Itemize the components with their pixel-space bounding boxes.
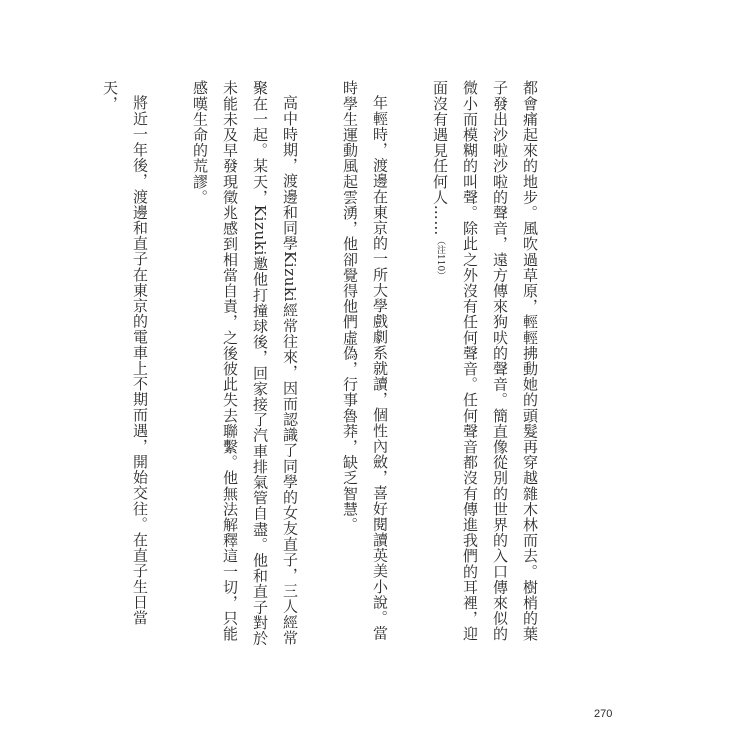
paragraph-4 <box>101 80 149 625</box>
paragraph-1-text: 都會痛起來的地步。風吹過草原，輕輕拂動她的頭髮再穿越雜木林而去。樹梢的葉子發出沙啦沙啦的聲音，遠方傳來狗吠的聲音。簡直像從別的世界的入口傳來似的微小而模糊的叫聲。除此之外沒有任何聲音。任何聲音都沒有傳進我們的耳裡，迎面沒有遇見任何人…… <box>431 80 539 642</box>
paragraph-3-text: 高中時期，渡邊和同學Kizuki經常往來，因而認識了同學的女友直子，三人經常聚在一起。某天，Kizuki邀他打撞球後，回家接了汽車排氣管自盡。他和直子對於未能未及早發現徵兆感到相當自責，之後彼此失去聯繫。他無法解釋這一切，只能感嘆生命的荒謬。 <box>191 80 299 646</box>
paragraph-break <box>155 80 185 650</box>
paragraph-2-text: 年輕時，渡邊在東京的一所大學戲劇系就讀，個性內斂，喜好閱讀英美小說。當時學生運動風起雲湧，他卻覺得他們虛偽，行事魯莽，缺乏智慧。 <box>341 80 389 641</box>
paragraph-4-text: 將近一年後，渡邊和直子在東京的電車上不期而遇，開始交往。在直子生日當天， <box>101 80 149 626</box>
paragraph-1 <box>431 80 539 642</box>
paragraph-break <box>305 80 335 650</box>
paragraph-3 <box>191 80 299 646</box>
footnote-reference: （注110） <box>435 236 445 281</box>
body-text <box>101 80 545 650</box>
page-number: 270 <box>594 708 613 720</box>
paragraph-break <box>395 80 425 650</box>
paragraph-2 <box>341 80 389 641</box>
